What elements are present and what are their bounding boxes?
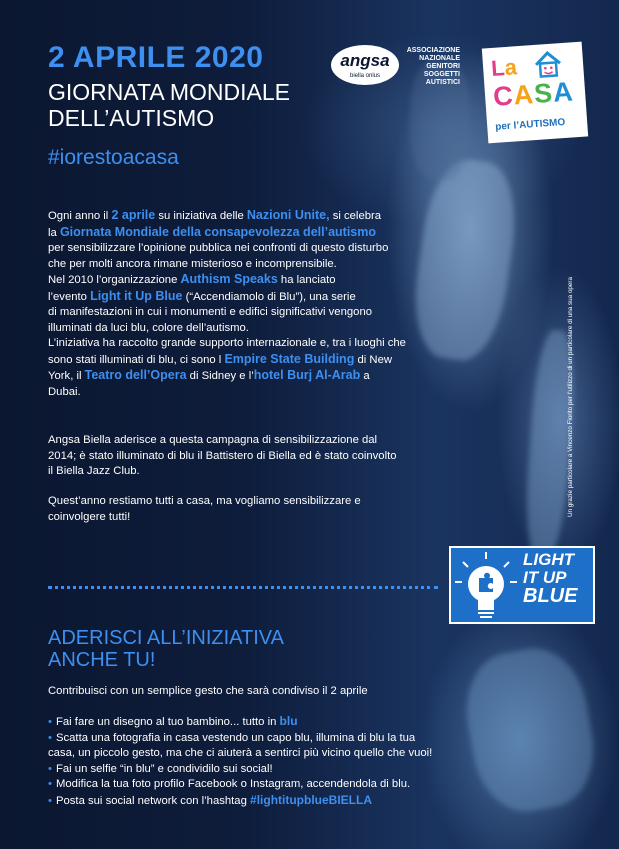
casa-la: La (490, 54, 518, 81)
list-item: • Fai un selfie “in blu” e condividilo sui social! (48, 762, 273, 775)
dotted-divider (48, 586, 438, 589)
angsa-paragraph: Angsa Biella aderisce a questa campagna di sensibilizzazione dal 2014; è stato illuminato di blu il Battistero di Biella ed è stato coinvolto il Biella Jazz Club. (48, 434, 397, 477)
page-title (48, 79, 308, 131)
title-line: GIORNATA MONDIALE (48, 79, 290, 105)
list-item-continuation: casa, un piccolo gesto, ma che ci aiuterà a sentirci più vicino quello che vuoi! (48, 747, 433, 759)
section-title: ADERISCI ALL’INIZIATIVA ANCHE TU! (48, 627, 284, 671)
list-item: • Modifica la tua foto profilo Facebook o Instagram, accendendola di blu. (48, 778, 411, 790)
image-credit-wrap (567, 222, 577, 517)
list-item: • Scatta una fotografia in casa vestendo un capo blu, illumina di blu la tua (48, 731, 416, 744)
hashtag: #iorestoacasa (48, 146, 179, 169)
assoc-line: GENITORI (426, 63, 460, 70)
title-line: DELL’AUTISMO (48, 105, 215, 131)
angsa-logo (331, 45, 399, 85)
liub-wordmark: LIGHT IT UP BLUE (523, 550, 578, 607)
angsa-name: angsa (340, 51, 390, 70)
action-list (48, 714, 448, 809)
list-item: • Fai fare un disegno al tuo bambino... tutto in blu (48, 714, 298, 728)
section-intro: Contribuisci con un semplice gesto che sarà condiviso il 2 aprile (48, 685, 368, 697)
assoc-line: NAZIONALE (419, 55, 460, 62)
background-painting (407, 155, 524, 366)
assoc-line: AUTISTICI (425, 79, 460, 86)
association-name (398, 47, 460, 87)
angsa-sub: biella onlus (349, 73, 381, 79)
casa-word: CASA (492, 76, 575, 112)
closing-paragraph: Quest’anno restiamo tutti a casa, ma vogliamo sensibilizzare e coinvolgere tutti! (48, 495, 361, 523)
assoc-line: SOGGETTI (423, 71, 460, 78)
image-credit: Un grazie particolare a Vincenzo Fiorito per l’utilizzo di un particolare di una sua opera (567, 277, 574, 517)
background-painting (457, 641, 603, 819)
light-it-up-blue-logo (449, 546, 595, 624)
house-icon (532, 49, 564, 79)
list-item: • Posta sui social network con l’hashtag #lightitupblueBIELLA (48, 792, 373, 807)
assoc-line: ASSOCIAZIONE (406, 47, 460, 54)
event-date: 2 APRILE 2020 (48, 41, 264, 74)
intro-paragraph: Ogni anno il 2 aprile su iniziativa delle Nazioni Unite, si celebra la Giornata Mondiale della consapevolezza dell’autismo per sensibilizzare l’opinione pubblica nei confronti di questo disturbo che per molti ancora rimane misterioso e incomprensibile. Nel 2010 l’organizzazione Authism Speaks ha lanciato l’evento Light it Up Blue (“Accendiamolo di Blu”), una serie di manifestazioni in cui i monumenti e edifici significativi vengono illuminati da luci blu, colore dell’autismo. L’iniziativa ha raccolto grande supporto internazionale e, tra i luoghi che sono stati illuminati di blu, ci sono l Empire State Building di New York, il Teatro dell’Opera di Sidney e l’hotel Burj Al-Arab a Dubai. (48, 208, 406, 398)
casa-sub: per l’AUTISMO (494, 116, 566, 133)
la-casa-logo (482, 42, 588, 144)
lightbulb-puzzle-icon (453, 550, 519, 620)
